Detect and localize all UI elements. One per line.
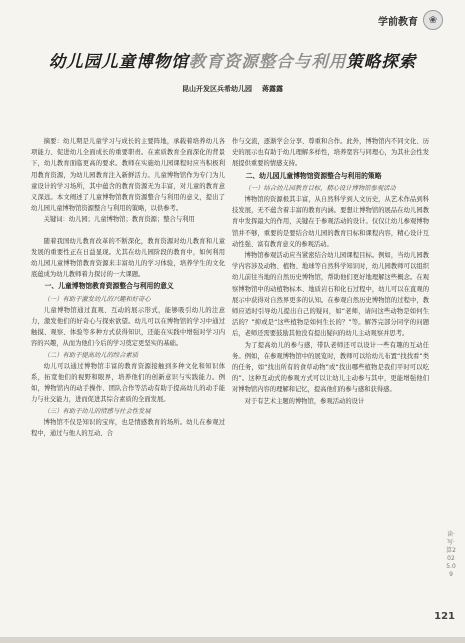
title-part-2: 教育资源整合与利用 [188, 52, 347, 71]
page-number: 121 [434, 611, 455, 622]
bottom-stripe [0, 637, 465, 643]
paragraph-1-1: 儿童博物馆通过直观、互动的展示形式，能够吸引幼儿的注意力，激发他们的好奇心与探索欲望。幼儿可以在博物馆的学习中通过触摸、观察、体验等多种方式获得知识，还能在实践中增强对学习内容的兴趣，从而为他们今后的学习奠定更坚实的基础。 [31, 306, 225, 348]
subheading-1-2: （二）有助于提高幼儿的综合素质 [43, 351, 139, 359]
title-part-1: 幼儿园儿童博物馆 [48, 52, 189, 71]
paragraph-2-3: 为了提高幼儿的参与感，带队老师还可以设计一些有趣的互动任务。例如，在参观博物馆中的展览时，教师可以给幼儿布置“找找看”类的任务，如“找出所有的食草动物”或“找出哪些植物是我们平时可以吃的”。这种互动式的参观方式可以让幼儿主动参与其中，更能增强他们对博物馆内容的理解和记忆，提高他们的参与感和获得感。 [232, 341, 429, 394]
author-org: 昆山开发区兵希幼儿园 [182, 85, 252, 93]
journal-header [378, 10, 443, 30]
paragraph-1-2: 幼儿可以通过博物馆丰富的教育资源接触到多种文化和知识体系，拓宽他们的视野和眼界，培养他们的创新意识与实践能力。例如，博物馆内的动手操作、团队合作等活动有助于提高幼儿的动手能力与社交能力，进而促进其综合素质的全面发展。 [31, 362, 225, 404]
paragraph-continued: 作与交流，逐渐学会分享、尊重和合作。此外，博物馆内不同文化、历史的展示也有助于幼儿理解多样性，培养宽容与同理心，为其社会性发展提供重要的情感支持。 [232, 138, 429, 168]
keywords: 关键词：幼儿园；儿童博物馆；教育资源；整合与利用 [43, 216, 195, 224]
section-heading-2: 二、幼儿园儿童博物馆资源整合与利用的策略 [245, 171, 382, 180]
subheading-1-1: （一）有助于激发幼儿的兴趣和好奇心 [43, 295, 151, 303]
intro-paragraph: 随着我国幼儿教育改革的不断深化，教育资源对幼儿教育和儿童发展的重要性正在日益显现。尤其在幼儿园阶段的教育中，如何利用幼儿园儿童博物馆教育资源来丰富幼儿的学习体验，培养学生的文化底蕴成为幼儿教师着力探讨的一大课题。 [31, 237, 225, 279]
paragraph-1-3: 博物馆不仅是知识的宝库，也是情感教育的场所。幼儿在参观过程中，通过与他人的互动、合 [31, 418, 225, 438]
subheading-2-1: （一）结合幼儿园教育目标，精心设计博物馆参观活动 [244, 184, 396, 192]
right-column [232, 136, 429, 407]
section-heading-1: 一、儿童博物馆教育资源整合与利用的意义 [44, 282, 174, 291]
title-part-3: 策略探索 [346, 52, 417, 71]
paragraph-2-2: 博物馆参观活动应当紧密结合幼儿园课程目标。例如，当幼儿园教学内容涉及动物、植物、地球等自然科学知识时，幼儿园教师可以组织幼儿前往当地的自然历史博物馆，帮助他们更好地理解这些概念。在观察博物馆中的动植物标本、地质岩石和化石过程中，幼儿可以在直观的展示中获得对自然界更多的认知。在参观自然历史博物馆的过程中，教师应适时引导幼儿提出自己的疑问，如“老师，请问这些动物是如何生活的？”抑或是“这些植物是如何生长的？”等。解答完部分同学的问题后，老师还需要鼓励其他没有提出疑问的幼儿主动观察并思考。 [232, 252, 429, 338]
subheading-1-3: （三）有助于幼儿的情感与社会性发展 [43, 407, 151, 415]
paragraph-2-4: 对于有艺术主题的博物馆，参观活动的设计 [244, 397, 365, 405]
section-label: 学前教育 [378, 16, 418, 28]
article-title [30, 48, 435, 72]
abstract: 摘要：幼儿期是儿童学习与成长的主要阵地，承载着培养幼儿各项能力、促进幼儿全面成长的重要职责。在素质教育全面深化的背景下，幼儿教育面临更高的要求。教师在实施幼儿园课程时应当积极利用教育资源，为幼儿园教育注入新鲜活力。儿童博物馆作为专门为儿童设计的学习场所，其中蕴含的教育资源无为丰富，对儿童的教育意义深远。本文阐述了儿童博物馆教育资源整合与利用的意义，提出了幼儿园儿童博物馆资源整合与利用的策略，以供参考。 [31, 138, 225, 213]
author-line [0, 84, 465, 94]
left-column [31, 136, 225, 439]
journal-sidebar-text: 读·写·算2025.09 [446, 531, 456, 578]
journal-logo-icon: ❀ [423, 10, 443, 30]
author-name: 蒋露露 [262, 85, 283, 93]
paragraph-2-1: 博物馆的资源极其丰富，从自然科学到人文历史，从艺术作品到科技发展，无不蕴含着丰富的教育内涵。要想让博物馆的展品在幼儿园教育中发挥最大的作用，关键在于参观活动的设计。仅仅让幼儿参观博物馆并不够，重要的是要结合幼儿园的教育目标和课程内容，精心设计互动性强、富有教育意义的参观活动。 [232, 196, 429, 248]
